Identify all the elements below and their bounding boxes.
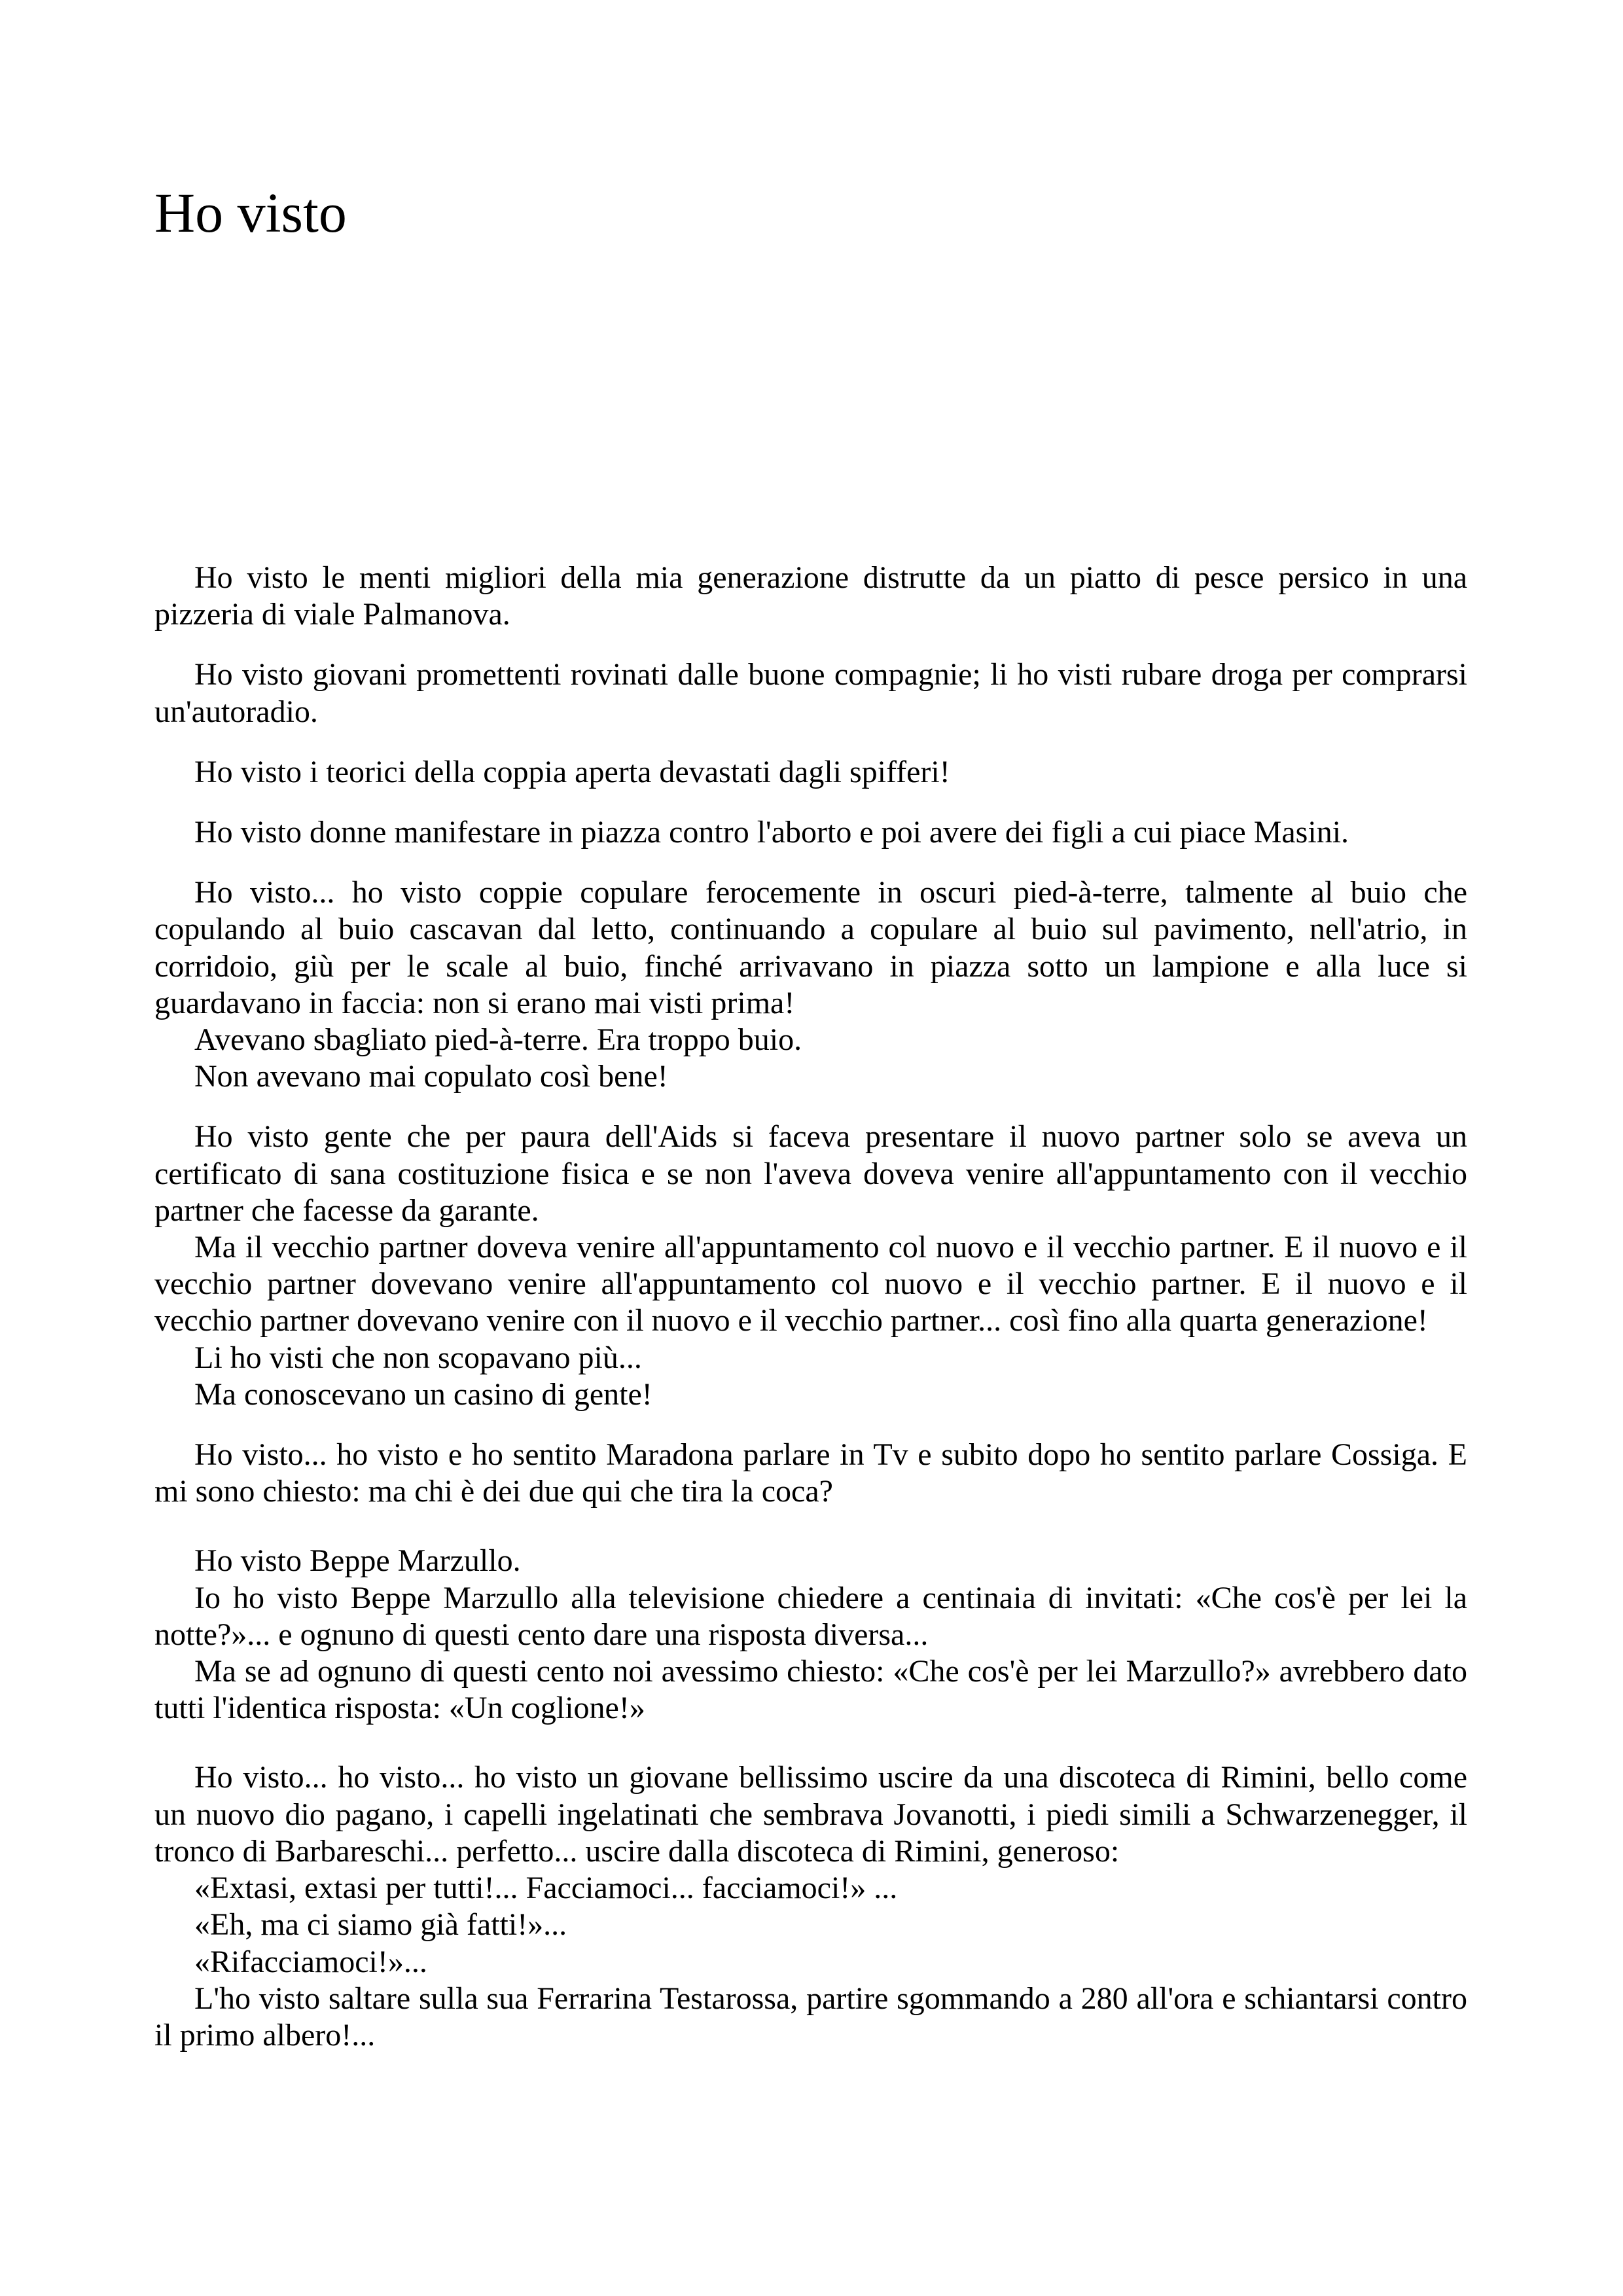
paragraph-line: Ho visto... ho visto... ho visto un giovane bellissimo uscire da una discoteca di Rimini, bello come un nuovo dio pagano, i capelli ingelatinati che sembrava Jovanotti, i piedi simili a Schwarzenegger, il tronco di Barbareschi... perfetto... uscire dalla discoteca di Rimini, generoso: bbox=[154, 1760, 1467, 1869]
paragraph-line: Ho visto le menti migliori della mia generazione distrutte da un piatto di pesce persico in una pizzeria di viale Palmanova. bbox=[154, 560, 1467, 632]
paragraph bbox=[154, 1119, 1467, 1413]
paragraph-line: Ho visto gente che per paura dell'Aids si faceva presentare il nuovo partner solo se aveva un certificato di sana costituzione fisica e se non l'aveva doveva venire all'appuntamento con il vecchio partner che facesse da garante. bbox=[154, 1119, 1467, 1228]
paragraph bbox=[154, 656, 1467, 730]
page-title: Ho visto bbox=[154, 181, 347, 244]
paragraph-line: Ho visto... ho visto e ho sentito Maradona parlare in Tv e subito dopo ho sentito parlare Cossiga. E mi sono chiesto: ma chi è dei due qui che tira la coca? bbox=[154, 1437, 1467, 1509]
paragraph-line: «Rifacciamoci!»... bbox=[194, 1944, 427, 1979]
paragraph-line: Ho visto Beppe Marzullo. bbox=[194, 1543, 521, 1579]
paragraph-line: Ho visto donne manifestare in piazza contro l'aborto e poi avere dei figli a cui piace Masini. bbox=[194, 815, 1349, 850]
paragraph-line: Ho visto i teorici della coppia aperta devastati dagli spifferi! bbox=[194, 754, 950, 789]
paragraph bbox=[154, 874, 1467, 1095]
paragraph bbox=[154, 560, 1467, 633]
paragraph-line: Avevano sbagliato pied-à-terre. Era troppo buio. bbox=[194, 1022, 802, 1058]
paragraph bbox=[154, 1759, 1467, 2054]
document-body bbox=[154, 560, 1467, 2077]
paragraph bbox=[154, 1543, 1467, 1727]
paragraph-line: «Eh, ma ci siamo già fatti!»... bbox=[194, 1907, 567, 1943]
paragraph-line: Ho visto giovani promettenti rovinati dalle buone compagnie; li ho visti rubare droga per comprarsi un'autoradio. bbox=[154, 657, 1467, 729]
paragraph-line: Ma se ad ognuno di questi cento noi avessimo chiesto: «Che cos'è per lei Marzullo?» avrebbero dato tutti l'identica risposta: «Un coglione!» bbox=[154, 1654, 1467, 1726]
paragraph-line: L'ho visto saltare sulla sua Ferrarina Testarossa, partire sgommando a 280 all'ora e schiantarsi contro il primo albero!... bbox=[154, 1981, 1467, 2053]
paragraph-line: Non avevano mai copulato così bene! bbox=[194, 1059, 668, 1094]
paragraph-line: Ma il vecchio partner doveva venire all'appuntamento col nuovo e il vecchio partner. E il nuovo e il vecchio partner dovevano venire all'appuntamento col nuovo e il vecchio partner. E il nuovo e il vecchio partner dovevano venire con il nuovo e il vecchio partner... così fino alla quarta generazione! bbox=[154, 1230, 1467, 1338]
paragraph-line: Li ho visti che non scopavano più... bbox=[194, 1340, 642, 1375]
paragraph bbox=[154, 754, 1467, 791]
paragraph-line: Ho visto... ho visto coppie copulare ferocemente in oscuri pied-à-terre, talmente al buio che copulando al buio cascavan dal letto, continuando a copulare al buio sul pavimento, nell'atrio, in corridoio, giù per le scale al buio, finché arrivavano in piazza sotto un lampione e alla luce si guardavano in faccia: non si erano mai visti prima! bbox=[154, 875, 1467, 1020]
paragraph-line: Ma conoscevano un casino di gente! bbox=[194, 1376, 652, 1412]
paragraph-line: «Extasi, extasi per tutti!... Facciamoci... facciamoci!» ... bbox=[194, 1871, 898, 1906]
paragraph bbox=[154, 814, 1467, 851]
paragraph bbox=[154, 1437, 1467, 1510]
paragraph-line: Io ho visto Beppe Marzullo alla televisione chiedere a centinaia di invitati: «Che cos'è per lei la notte?»... e ognuno di questi cento dare una risposta diversa... bbox=[154, 1580, 1467, 1652]
